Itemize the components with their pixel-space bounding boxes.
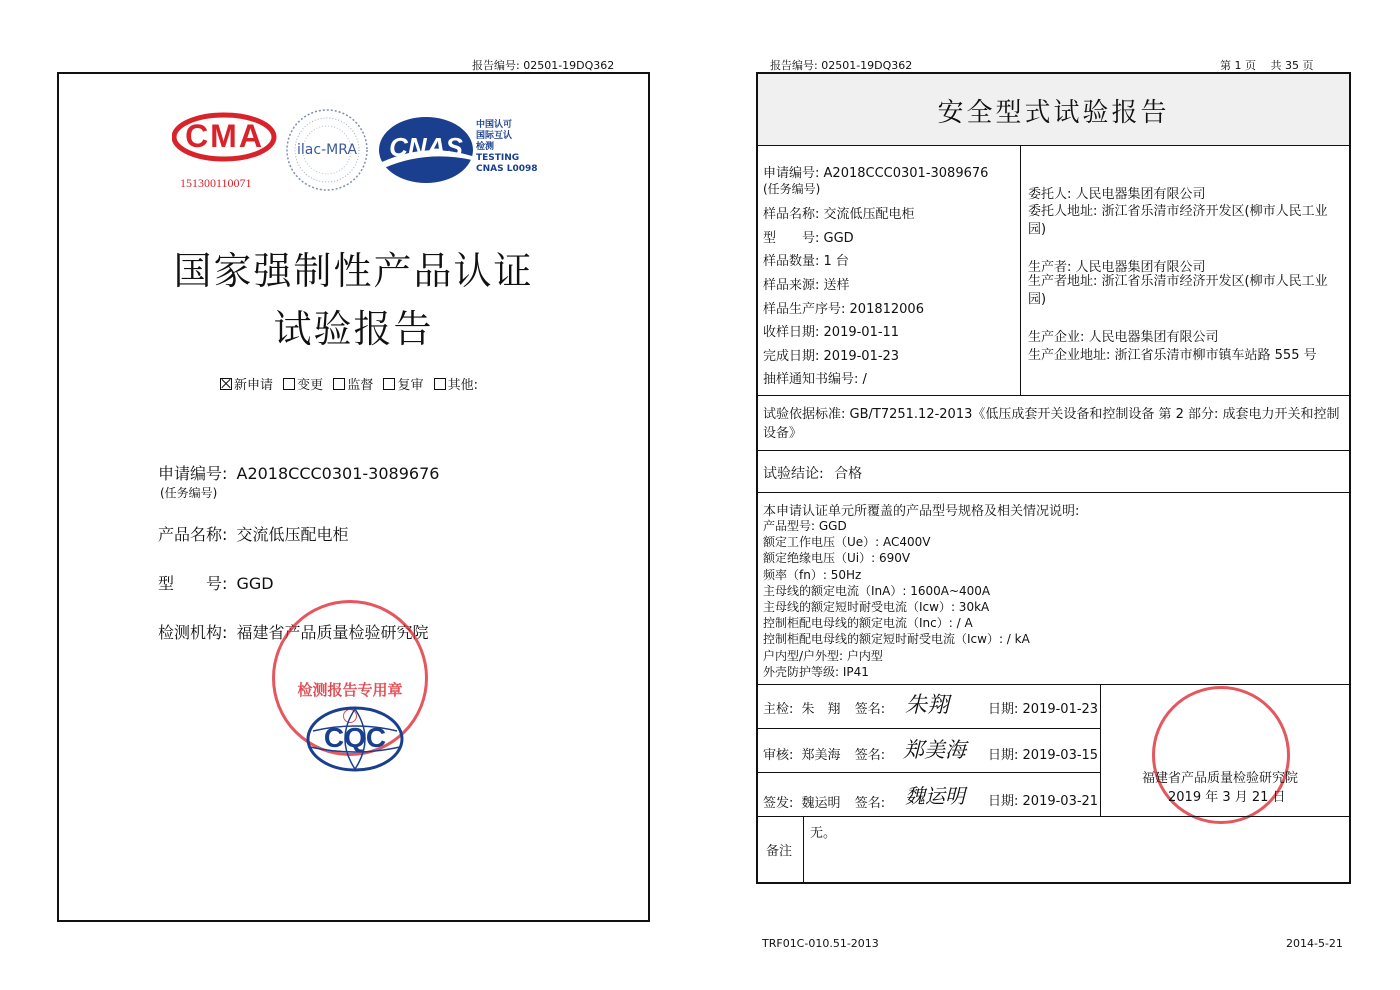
test-standard: 试验依据标准: GB/T7251.12-2013《低压成套开关设备和控制设备 第 2 部分: 成套电力开关和控制设备》 — [763, 407, 1340, 441]
cnas-cn-line1: 中国认可 — [476, 120, 513, 130]
cqc-logo — [305, 706, 405, 772]
coverage-item: 控制柜配电母线的额定短时耐受电流（Icw）: / kA — [763, 632, 1030, 647]
application-no-row — [158, 461, 439, 484]
divider — [758, 395, 1349, 396]
cma-number: 151300110071 — [180, 176, 252, 190]
form-date: 2014-5-21 — [1286, 937, 1343, 950]
checkbox-supervision: 监督 — [333, 378, 373, 393]
remarks-divider — [803, 817, 804, 882]
cma-logo — [172, 112, 277, 190]
right-report-number: 报告编号: 02501-19DQ362 — [770, 59, 913, 72]
client-address-row: 委托人地址: 浙江省乐清市经济开发区(柳市人民工业园) — [1028, 204, 1328, 237]
cnas-text: CNAS — [389, 132, 463, 162]
info-row: 抽样通知书编号: / — [763, 372, 867, 388]
cma-text: CMA — [185, 118, 264, 154]
signature-date-inspector: 日期: 2019-01-23 — [988, 702, 1099, 717]
task-no-label: (任务编号) — [160, 486, 218, 500]
divider — [758, 728, 1100, 729]
sample-info-list — [763, 162, 1017, 392]
cnas-cn-line2: 国际互认 — [476, 131, 513, 141]
application-no-label: 申请编号: — [158, 464, 228, 483]
issue-date: 2019 年 3 月 21 日 — [1168, 790, 1286, 805]
coverage-item: 额定绝缘电压（Ui）: 690V — [763, 551, 911, 566]
signature-divider — [1100, 685, 1101, 816]
signature-date-issuer: 日期: 2019-03-21 — [988, 794, 1099, 809]
ilac-mra-logo — [285, 108, 369, 192]
product-name-label: 产品名称: — [158, 525, 228, 544]
checkbox-box — [383, 378, 395, 390]
checkbox-box — [220, 378, 232, 390]
test-org-value: 福建省产品质量检验研究院 — [236, 623, 429, 642]
coverage-item: 户内型/户外型: 户内型 — [763, 648, 883, 663]
info-row: 样品来源: 送样 — [763, 277, 850, 293]
coverage-item: 外壳防护等级: IP41 — [763, 664, 869, 679]
producer-row: 生产者: 人民电器集团有限公司 — [1028, 260, 1206, 275]
remarks-label: 备注 — [766, 844, 793, 859]
cert-title-line2: 试验报告 — [273, 307, 434, 351]
checkbox-box — [283, 378, 295, 390]
signature-handwriting: 郑美海 — [903, 738, 966, 762]
signature-row-inspector: 主检: 朱 翔 签名: — [763, 702, 886, 717]
info-row: 收样日期: 2019-01-11 — [763, 325, 900, 341]
info-row: 完成日期: 2019-01-23 — [763, 348, 900, 364]
cnas-cn-line3: 检测 — [476, 142, 495, 152]
divider — [758, 816, 1349, 817]
coverage-item: 额定工作电压（Ue）: AC400V — [763, 535, 931, 550]
divider — [758, 684, 1349, 685]
cnas-caption — [476, 120, 538, 175]
info-row: 样品数量: 1 台 — [763, 254, 849, 270]
coverage-item: 控制柜配电母线的额定电流（Inc）: / A — [763, 616, 973, 631]
product-name-value: 交流低压配电柜 — [236, 525, 349, 544]
report-title: 安全型式试验报告 — [937, 98, 1170, 128]
coverage-item: 频率（fn）: 50Hz — [763, 567, 862, 582]
info-row: 申请编号: A2018CCC0301-3089676 — [763, 166, 989, 181]
cert-title-line1: 国家强制性产品认证 — [173, 249, 534, 293]
checkbox-change: 变更 — [283, 378, 323, 393]
conclusion-label: 试验结论: — [763, 466, 824, 482]
factory-address-row: 生产企业地址: 浙江省乐清市柳市镇车站路 555 号 — [1028, 348, 1317, 363]
cnas-en-line2: CNAS L0098 — [476, 164, 538, 174]
signature-row-reviewer: 审核: 郑美海 签名: — [763, 748, 886, 763]
checkbox-other: 其他: — [434, 378, 478, 393]
factory-row: 生产企业: 人民电器集团有限公司 — [1028, 330, 1219, 345]
product-name-row — [158, 522, 349, 545]
ilac-text: ilac-MRA — [297, 142, 357, 158]
model-row — [158, 571, 274, 594]
divider — [758, 450, 1349, 451]
conclusion-row — [763, 463, 862, 483]
cqc-text: CQC — [323, 722, 387, 753]
coverage-item: 产品型号: GGD — [763, 519, 847, 533]
conclusion-value: 合格 — [834, 466, 863, 482]
info-row: 型 号: GGD — [763, 230, 854, 246]
form-code: TRF01C-010.51-2013 — [762, 937, 879, 950]
info-row: (任务编号) — [763, 181, 821, 196]
model-label: 型 号: — [158, 574, 228, 593]
coverage-item: 主母线的额定短时耐受电流（Icw）: 30kA — [763, 599, 990, 614]
issuer-org: 福建省产品质量检验研究院 — [1142, 771, 1299, 786]
divider — [758, 145, 1349, 146]
info-row: 样品名称: 交流低压配电柜 — [763, 207, 915, 223]
client-row: 委托人: 人民电器集团有限公司 — [1028, 187, 1206, 202]
checkbox-new: 新申请 — [220, 378, 273, 393]
checkbox-box — [434, 378, 446, 390]
coverage-list — [763, 517, 1030, 679]
signature-handwriting: 朱翔 — [905, 693, 950, 718]
divider — [758, 492, 1349, 493]
coverage-header: 本申请认证单元所覆盖的产品型号规格及相关情况说明: — [763, 504, 1080, 519]
producer-address-row: 生产者地址: 浙江省乐清市经济开发区(柳市人民工业园) — [1028, 274, 1328, 307]
signature-row-issuer: 签发: 魏运明 签名: — [763, 796, 886, 811]
checkbox-review: 复审 — [383, 378, 423, 393]
info-row: 样品生产序号: 201812006 — [763, 301, 924, 317]
model-value: GGD — [236, 574, 274, 593]
application-type-checkboxes — [220, 374, 478, 393]
info-divider — [1020, 146, 1021, 395]
application-no-value: A2018CCC0301-3089676 — [236, 464, 440, 483]
remarks-value: 无。 — [810, 826, 837, 841]
page-indicator: 第 1 页 共 35 页 — [1220, 59, 1314, 72]
seal-text: 检测报告专用章 — [297, 681, 403, 699]
test-org-label: 检测机构: — [158, 623, 228, 642]
left-page-frame — [57, 72, 650, 922]
coverage-item: 主母线的额定电流（InA）: 1600A~400A — [763, 583, 991, 598]
divider — [758, 772, 1100, 773]
checkbox-box — [333, 378, 345, 390]
signature-date-reviewer: 日期: 2019-03-15 — [988, 748, 1099, 763]
cnas-logo — [376, 114, 476, 186]
cnas-en-line1: TESTING — [476, 153, 520, 163]
signature-handwriting: 魏运明 — [905, 784, 965, 808]
left-report-number: 报告编号: 02501-19DQ362 — [472, 59, 615, 72]
